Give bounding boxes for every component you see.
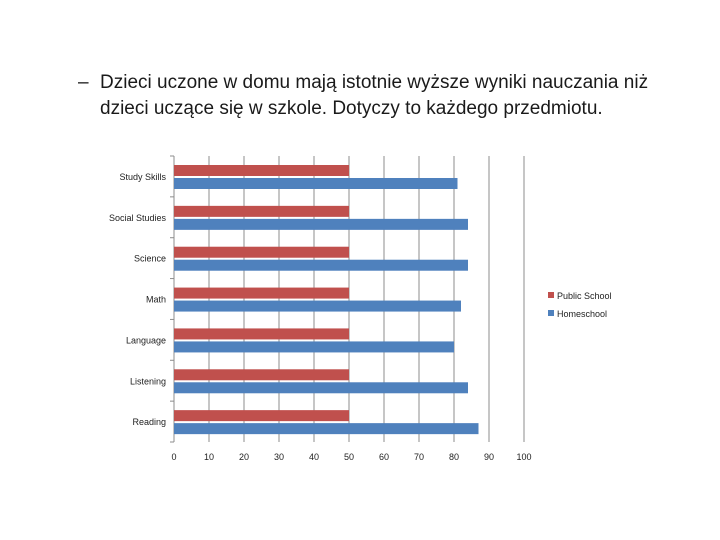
x-tick-label: 50	[343, 452, 355, 462]
bullet-dash: –	[78, 72, 89, 93]
bar-homeschool	[174, 260, 468, 271]
x-tick-label: 90	[483, 452, 495, 462]
category-label: Study Skills	[119, 172, 166, 182]
x-tick-label: 0	[171, 452, 177, 462]
bar-homeschool	[174, 423, 479, 434]
category-label: Reading	[132, 417, 166, 428]
bar-public-school	[174, 206, 349, 217]
legend-label: Public School	[557, 291, 612, 301]
category-label: Social Studies	[108, 212, 166, 223]
category-label: Language	[125, 335, 166, 346]
bar-public-school	[174, 328, 349, 339]
bar-public-school	[174, 165, 349, 176]
x-tick-label: 60	[378, 452, 390, 462]
bar-homeschool	[174, 382, 468, 393]
legend-swatch	[548, 292, 554, 298]
x-tick-label: 30	[273, 452, 285, 462]
bar-public-school	[174, 410, 349, 421]
x-tick-label: 80	[448, 452, 460, 462]
legend-label: Homeschool	[557, 309, 608, 319]
legend-swatch	[548, 310, 554, 316]
category-label: Listening	[129, 376, 166, 387]
bar-public-school	[174, 288, 349, 299]
category-label: Math	[145, 294, 166, 305]
x-tick-label: 70	[413, 452, 425, 462]
bar-homeschool	[174, 301, 461, 312]
bar-homeschool	[174, 341, 454, 352]
bar-public-school	[174, 369, 349, 380]
bar-public-school	[174, 247, 349, 258]
x-tick-label: 100	[516, 452, 532, 462]
x-tick-label: 40	[308, 452, 320, 462]
bar-homeschool	[174, 219, 468, 230]
category-label: Science	[133, 253, 166, 264]
bar-homeschool	[174, 178, 458, 189]
x-tick-label: 10	[203, 452, 215, 462]
bullet-body: Dzieci uczone w domu mają istotnie wyższe wyniki nauczania niż dzieci uczące się w szkole. Dotyczy to każdego przedmiotu.	[100, 72, 649, 119]
x-tick-label: 20	[238, 452, 250, 462]
